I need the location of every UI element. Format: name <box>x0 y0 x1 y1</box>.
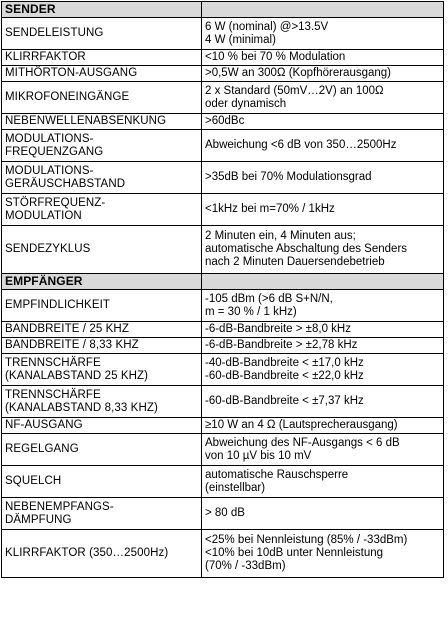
row-value <box>202 66 444 82</box>
row-label <box>2 194 202 226</box>
row-label <box>2 66 202 82</box>
row-label-line: MITHÖRTON-AUSGANG <box>5 67 138 79</box>
row-label-line: NEBENEMPFANGS- <box>5 500 114 513</box>
section-header-sender <box>2 2 444 18</box>
row-value-line: oder dynamisch <box>205 97 287 110</box>
row-value-line: -60-dB-Bandbreite < ±22,0 kHz <box>205 369 364 382</box>
row-value <box>202 338 444 354</box>
row-value <box>202 114 444 130</box>
row-value <box>202 466 444 498</box>
row-label <box>2 434 202 466</box>
row-label <box>2 82 202 114</box>
section-filler <box>202 2 444 18</box>
table-row <box>2 162 444 194</box>
table-row <box>2 338 444 354</box>
row-label <box>2 130 202 162</box>
row-label-line: STÖRFREQUENZ- <box>5 196 106 209</box>
row-label-line: SENDELEISTUNG <box>5 27 104 39</box>
row-value <box>202 418 444 434</box>
row-label-line: MODULATION <box>5 209 82 222</box>
row-label <box>2 18 202 50</box>
table-row <box>2 82 444 114</box>
row-value-line: >35dB bei 70% Modulationsgrad <box>205 171 372 183</box>
row-value-line: >0,5W an 300Ω (Kopfhörerausgang) <box>205 67 392 79</box>
row-value-line: nach 2 Minuten Dauersendebetrieb <box>205 256 385 268</box>
row-value-line: ≥10 W an 4 Ω (Lautsprecherausgang) <box>205 419 398 431</box>
row-label-line: (KANALABSTAND 8,33 KHZ) <box>5 401 158 414</box>
section-header-receiver <box>2 274 444 290</box>
row-label <box>2 466 202 498</box>
row-value <box>202 194 444 226</box>
row-label <box>2 290 202 322</box>
table-row <box>2 290 444 322</box>
table-row <box>2 50 444 66</box>
row-label-line: GERÄUSCHABSTAND <box>5 177 126 190</box>
table-row <box>2 354 444 386</box>
row-value-line: m = 30 % / 1 kHz) <box>205 305 297 318</box>
spec-sheet <box>1 1 444 578</box>
row-value <box>202 82 444 114</box>
row-label <box>2 226 202 274</box>
table-row <box>2 386 444 418</box>
row-value <box>202 354 444 386</box>
row-value-line: automatische Abschaltung des Senders <box>205 243 408 255</box>
row-label-line: FREQUENZGANG <box>5 145 104 158</box>
table-row <box>2 18 444 50</box>
row-label-line: TRENNSCHÄRFE <box>5 356 101 369</box>
row-value-line: 6 W (nominal) @>13.5V <box>205 20 329 33</box>
row-value <box>202 290 444 322</box>
row-label <box>2 498 202 530</box>
row-label <box>2 354 202 386</box>
table-row <box>2 322 444 338</box>
row-value-line: Abweichung des NF-Ausgangs < 6 dB <box>205 436 400 449</box>
row-label-line: KLIRRFAKTOR (350…2500Hz) <box>5 547 169 559</box>
row-label <box>2 322 202 338</box>
row-value-line: Abweichung <6 dB von 350…2500Hz <box>205 139 397 151</box>
row-label <box>2 162 202 194</box>
row-value-line: <10 % bei 70 % Modulation <box>205 51 346 63</box>
row-label <box>2 50 202 66</box>
row-label-line: SENDEZYKLUS <box>5 243 91 255</box>
table-row <box>2 418 444 434</box>
section-filler <box>202 274 444 290</box>
row-label <box>2 338 202 354</box>
row-value <box>202 498 444 530</box>
table-row <box>2 530 444 578</box>
row-value-line: (einstellbar) <box>205 481 266 494</box>
table-row <box>2 434 444 466</box>
row-value-line: <10% bei 10dB unter Nennleistung <box>205 547 384 559</box>
row-label-line: KLIRRFAKTOR <box>5 51 86 63</box>
row-label-line: MODULATIONS- <box>5 132 94 145</box>
specification-table <box>1 1 444 578</box>
row-value <box>202 530 444 578</box>
row-label-line: SQUELCH <box>5 475 62 487</box>
table-row <box>2 114 444 130</box>
row-value-line: -6-dB-Bandbreite > ±8,0 kHz <box>205 323 351 335</box>
row-label-line: TRENNSCHÄRFE <box>5 388 101 401</box>
row-value-line: von 10 µV bis 10 mV <box>205 449 312 462</box>
row-value-line: (70% / -33dBm) <box>205 560 286 572</box>
row-value <box>202 130 444 162</box>
row-label-line: BANDBREITE / 25 KHZ <box>5 323 129 335</box>
row-label-line: MODULATIONS- <box>5 164 94 177</box>
section-title: SENDER <box>2 2 202 18</box>
row-label <box>2 386 202 418</box>
row-label-line: BANDBREITE / 8,33 KHZ <box>5 339 139 351</box>
row-value-line: <25% bei Nennleistung (85% / -33dBm) <box>205 534 408 546</box>
row-label <box>2 418 202 434</box>
row-value <box>202 162 444 194</box>
table-row <box>2 66 444 82</box>
row-value <box>202 18 444 50</box>
row-label-line: REGELGANG <box>5 443 79 455</box>
row-label-line: NEBENWELLENABSENKUNG <box>5 115 167 127</box>
row-label-line: MIKROFONEINGÄNGE <box>5 91 130 103</box>
row-label-line: EMPFINDLICHKEIT <box>5 299 111 311</box>
row-value-line: -60-dB-Bandbreite < ±7,37 kHz <box>205 395 364 407</box>
section-title: EMPFÄNGER <box>2 274 202 290</box>
row-value-line: > 80 dB <box>205 507 245 519</box>
row-value <box>202 386 444 418</box>
row-value <box>202 434 444 466</box>
row-value <box>202 226 444 274</box>
table-row <box>2 194 444 226</box>
row-value-line: <1kHz bei m=70% / 1kHz <box>205 203 335 215</box>
table-row <box>2 498 444 530</box>
row-label <box>2 114 202 130</box>
row-value-line: >60dBc <box>205 115 245 127</box>
row-value-line: -6-dB-Bandbreite > ±2,78 kHz <box>205 339 358 351</box>
row-value <box>202 50 444 66</box>
row-value-line: 2 Minuten ein, 4 Minuten aus; <box>205 230 356 242</box>
row-value-line: automatische Rauschsperre <box>205 468 349 481</box>
row-label-line: DÄMPFUNG <box>5 513 72 526</box>
table-row <box>2 130 444 162</box>
row-label <box>2 530 202 578</box>
table-row <box>2 466 444 498</box>
table-row <box>2 226 444 274</box>
row-label-line: (KANALABSTAND 25 KHZ) <box>5 369 149 382</box>
row-label-line: NF-AUSGANG <box>5 419 83 431</box>
row-value <box>202 322 444 338</box>
row-value-line: -105 dBm (>6 dB S+N/N, <box>205 292 333 305</box>
row-value-line: 2 x Standard (50mV…2V) an 100Ω <box>205 84 384 97</box>
row-value-line: 4 W (minimal) <box>205 33 276 46</box>
row-value-line: -40-dB-Bandbreite < ±17,0 kHz <box>205 356 364 369</box>
